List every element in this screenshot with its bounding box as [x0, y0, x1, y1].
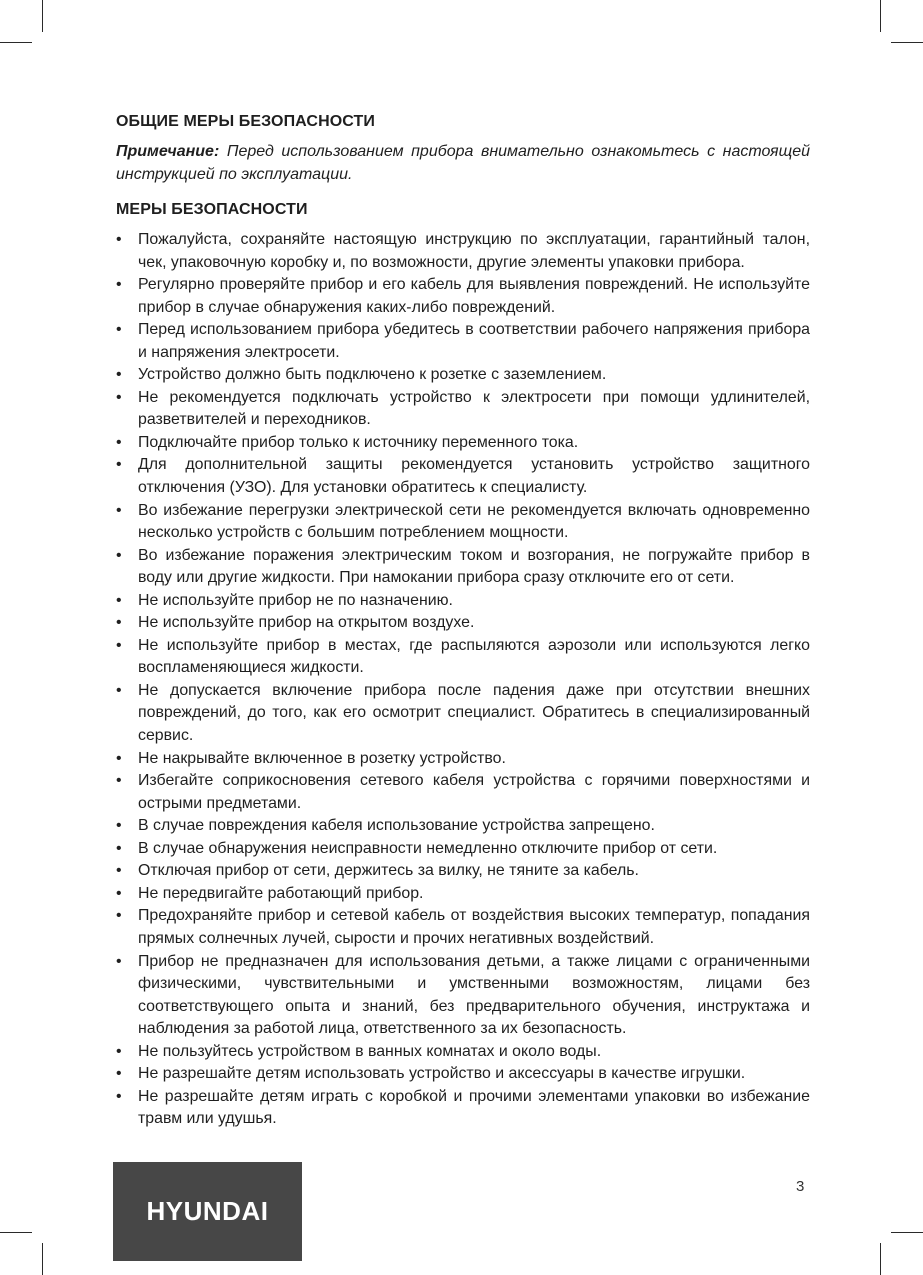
crop-mark — [42, 1243, 43, 1275]
safety-list-item: • Не накрывайте включенное в розетку устройство. — [116, 748, 810, 771]
crop-mark — [880, 0, 881, 32]
safety-list — [116, 229, 810, 1131]
safety-list-item: • Не используйте прибор в местах, где распыляются аэрозоли или используются легко воспламеняющиеся жидкости. — [116, 635, 810, 680]
safety-list-item: • Предохраняйте прибор и сетевой кабель от воздействия высоких температур, попадания прямых солнечных лучей, сырости и прочих негативных воздействий. — [116, 905, 810, 950]
hyundai-logo — [113, 1162, 302, 1261]
note-paragraph — [116, 140, 810, 186]
logo-text: HYUNDAI — [146, 1196, 269, 1226]
general-safety-heading: ОБЩИЕ МЕРЫ БЕЗОПАСНОСТИ — [116, 113, 376, 130]
safety-list-item: • В случае повреждения кабеля использование устройства запрещено. — [116, 815, 810, 838]
safety-list-item: • Во избежание перегрузки электрической сети не рекомендуется включать одновременно несколько устройств с большим потреблением мощности. — [116, 500, 810, 545]
safety-list-item: • Не используйте прибор не по назначению. — [116, 590, 810, 613]
crop-mark — [0, 42, 32, 43]
safety-list-item: • Избегайте соприкосновения сетевого кабеля устройства с горячими поверхностями и острыми предметами. — [116, 770, 810, 815]
safety-list-item: • Во избежание поражения электрическим током и возгорания, не погружайте прибор в воду или другие жидкости. При намокании прибора сразу отключите его от сети. — [116, 545, 810, 590]
safety-list-item: • Подключайте прибор только к источнику переменного тока. — [116, 432, 810, 455]
safety-list-item: • Не рекомендуется подключать устройство к электросети при помощи удлинителей, разветвителей и переходников. — [116, 387, 810, 432]
safety-list-item: • Прибор не предназначен для использования детьми, а также лицами с ограниченными физическими, чувствительными и умственными возможностям, лицами без соответствующего опыта и знаний, без предварительного обучения, инструктажа и наблюдения за работой лица, ответственного за их безопасность. — [116, 951, 810, 1041]
safety-list-item: • Не допускается включение прибора после падения даже при отсутствии внешних повреждений, до того, как его осмотрит специалист. Обратитесь в специализированный сервис. — [116, 680, 810, 748]
safety-list-item: • Пожалуйста, сохраняйте настоящую инструкцию по эксплуатации, гарантийный талон, чек, упаковочную коробку и, по возможности, другие элементы упаковки прибора. — [116, 229, 810, 274]
crop-mark — [891, 1232, 923, 1233]
page-number: 3 — [796, 1178, 805, 1195]
safety-list-item: • Регулярно проверяйте прибор и его кабель для выявления повреждений. Не используйте прибор в случае обнаружения каких-либо повреждений. — [116, 274, 810, 319]
safety-list-item: • В случае обнаружения неисправности немедленно отключите прибор от сети. — [116, 838, 810, 861]
safety-list-item: • Не используйте прибор на открытом воздухе. — [116, 612, 810, 635]
safety-list-item: • Не передвигайте работающий прибор. — [116, 883, 810, 906]
safety-list-item: • Не разрешайте детям играть с коробкой и прочими элементами упаковки во избежание травм или удушья. — [116, 1086, 810, 1131]
safety-list-item: • Для дополнительной защиты рекомендуется установить устройство защитного отключения (УЗО). Для установки обратитесь к специалисту. — [116, 454, 810, 499]
safety-heading: МЕРЫ БЕЗОПАСНОСТИ — [116, 201, 308, 218]
safety-list-item: • Не разрешайте детям использовать устройство и аксессуары в качестве игрушки. — [116, 1063, 810, 1086]
note-label: Примечание: — [116, 143, 220, 160]
safety-list-item: • Устройство должно быть подключено к розетке с заземлением. — [116, 364, 810, 387]
page-content — [116, 112, 810, 1131]
safety-list-item: • Перед использованием прибора убедитесь в соответствии рабочего напряжения прибора и напряжения электросети. — [116, 319, 810, 364]
safety-list-item: • Не пользуйтесь устройством в ванных комнатах и около воды. — [116, 1041, 810, 1064]
crop-mark — [42, 0, 43, 32]
crop-mark — [891, 42, 923, 43]
note-text: Перед использованием прибора внимательно ознакомьтесь с настоящей инструкцией по эксплуатации. — [116, 143, 811, 183]
safety-list-item: • Отключая прибор от сети, держитесь за вилку, не тяните за кабель. — [116, 860, 810, 883]
crop-mark — [880, 1243, 881, 1275]
crop-mark — [0, 1232, 32, 1233]
